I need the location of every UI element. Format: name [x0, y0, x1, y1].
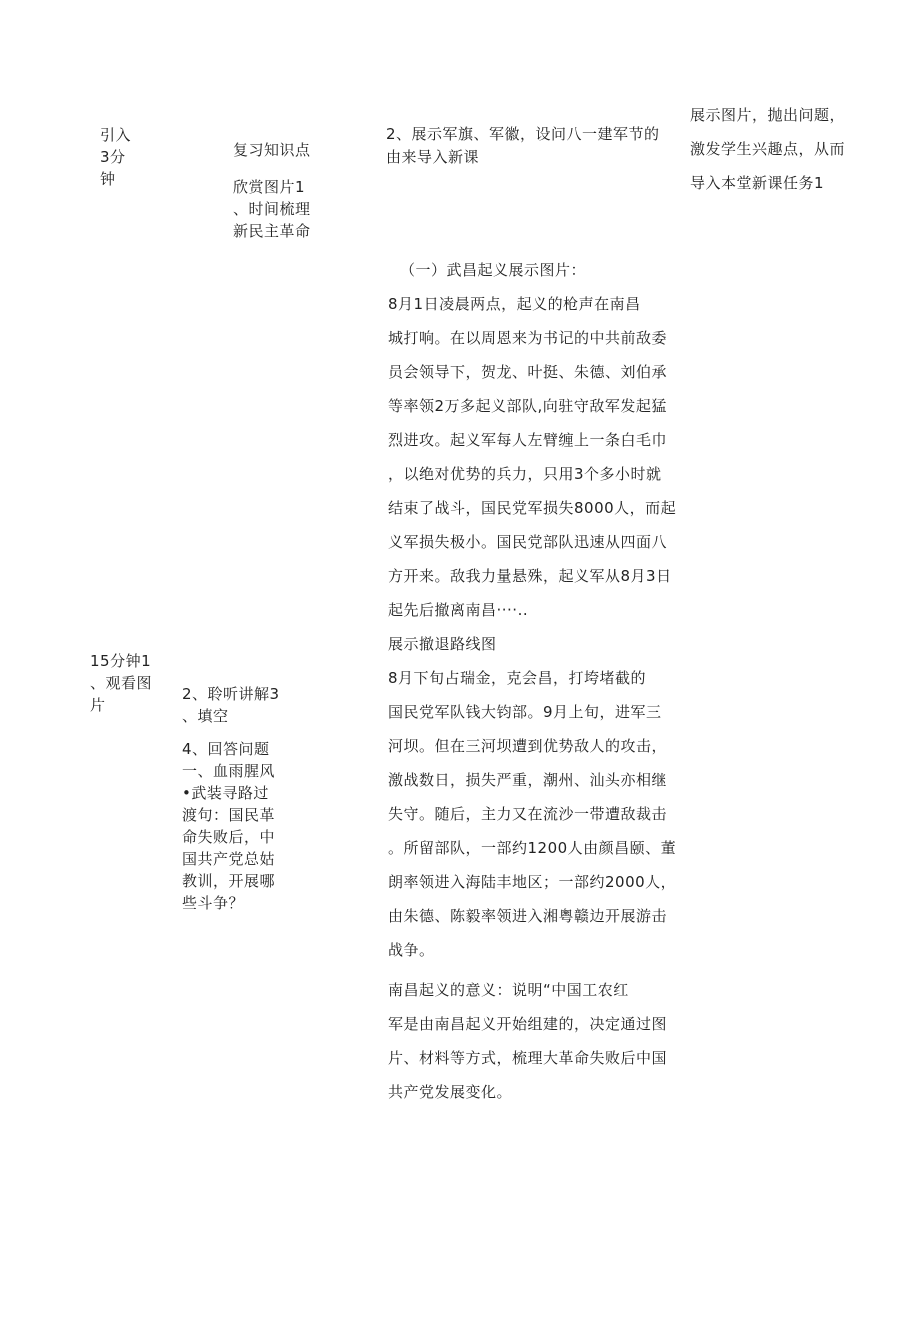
p2-line-5: 失守。随后，主力又在流沙一带遭敌裁击	[388, 805, 668, 823]
main-answer-line-7: 教训，开展哪	[182, 872, 276, 890]
p1-line-10: 起先后撤离南昌····..	[388, 601, 529, 619]
intro-teacher-activity	[386, 123, 660, 169]
p2-line-9: 战争。	[388, 941, 435, 959]
p2-line-6: 。所留部队，一部约1200人由颜昌颐、董	[388, 839, 677, 857]
intro-appreciate-line-3: 新民主革命	[233, 222, 311, 240]
intro-design-intent	[690, 98, 845, 200]
main-answer-line-8: 些斗争？	[182, 894, 245, 912]
main-answer-line-6: 国共产党总姑	[182, 850, 276, 868]
p1-line-1: 8月1日凌晨两点，起义的枪声在南昌	[388, 295, 641, 313]
p2-line-1: 8月下旬占瑞金，克会昌，打垮堵截的	[388, 669, 647, 687]
main-time-cell	[90, 650, 152, 716]
main-answer-line-3: •武装寻路过	[182, 784, 269, 802]
main-answer-line-2: 一、血雨腥风	[182, 762, 276, 780]
intro-time-line-3: 钟	[100, 170, 116, 188]
main-time-line-2: 、观看图	[90, 674, 153, 692]
p1-line-7: 结束了战斗，国民党军损失8000人，而起	[388, 499, 677, 517]
intro-teacher-line-1: 2、展示军旗、军徽，设问八一建军节的	[386, 125, 660, 143]
p1-line-3: 员会领导下，贺龙、叶挺、朱德、刘伯承	[388, 363, 668, 381]
intro-appreciate-line-1: 欣赏图片1	[233, 178, 306, 196]
p1-line-8: 义军损失极小。国民党部队迅速从四面八	[388, 533, 668, 551]
p1-line-6: ，以绝对优势的兵力，只用3个多小时就	[388, 465, 662, 483]
intro-teacher-line-2: 由来导入新课	[386, 148, 480, 166]
p3-line-4: 共产党发展变化。	[388, 1083, 513, 1101]
p1-line-4: 等率领2万多起义部队,向驻守敌军发起猛	[388, 397, 667, 415]
p1-line-2: 城打响。在以周恩来为书记的中共前敌委	[388, 329, 668, 347]
intro-intent-line-1: 展示图片，抛出问题，	[690, 106, 846, 124]
main-time-line-1: 15分钟1	[90, 652, 152, 670]
intro-time-cell	[100, 124, 131, 190]
intro-intent-line-2: 激发学生兴趣点，从而	[690, 140, 846, 158]
main-teacher-activity	[388, 253, 676, 1109]
intro-student-activity-review: 复习知识点	[233, 141, 311, 159]
intro-student-activity-appreciate	[233, 176, 311, 242]
p2-line-2: 国民党军队钱大钧部。9月上旬，进军三	[388, 703, 662, 721]
main-answer-line-4: 渡句：国民革	[182, 806, 276, 824]
p2-line-7: 朗率领进入海陆丰地区；一部约2000人，	[388, 873, 677, 891]
p2-line-3: 河坝。但在三河坝遭到优势敌人的攻击，	[388, 737, 668, 755]
intro-time-line-2: 3分	[100, 148, 126, 166]
p1-line-5: 烈进攻。起义军每人左臂缠上一条白毛巾	[388, 431, 668, 449]
p3-line-3: 片、材料等方式，梳理大革命失败后中国	[388, 1049, 668, 1067]
intro-appreciate-line-2: 、时间梳理	[233, 200, 311, 218]
p2-line-8: 由朱德、陈毅率领进入湘粤赣边开展游击	[388, 907, 668, 925]
main-student-activity-listen	[182, 683, 280, 727]
p3-line-2: 军是由南昌起义开始组建的，决定通过图	[388, 1015, 668, 1033]
p3-line-1: 南昌起义的意义：说明“中国工农红	[388, 981, 629, 999]
p1-line-9: 方开来。敌我力量悬殊，起义军从8月3日	[388, 567, 672, 585]
main-student-activity-answer	[182, 738, 275, 914]
main-listen-line-1: 2、聆听讲解3	[182, 685, 280, 703]
route-map-line: 展示撤退路线图	[388, 635, 497, 653]
intro-intent-line-3: 导入本堂新课任务1	[690, 174, 825, 192]
main-answer-line-1: 4、回答问题	[182, 740, 270, 758]
main-listen-line-2: 、填空	[182, 707, 229, 725]
main-time-line-3: 片	[90, 696, 106, 714]
section-heading: （一）武昌起义展示图片：	[400, 261, 587, 279]
main-answer-line-5: 命失败后，中	[182, 828, 276, 846]
intro-time-line-1: 引入	[100, 126, 132, 144]
p2-line-4: 激战数日，损失严重，潮州、汕头亦相继	[388, 771, 668, 789]
